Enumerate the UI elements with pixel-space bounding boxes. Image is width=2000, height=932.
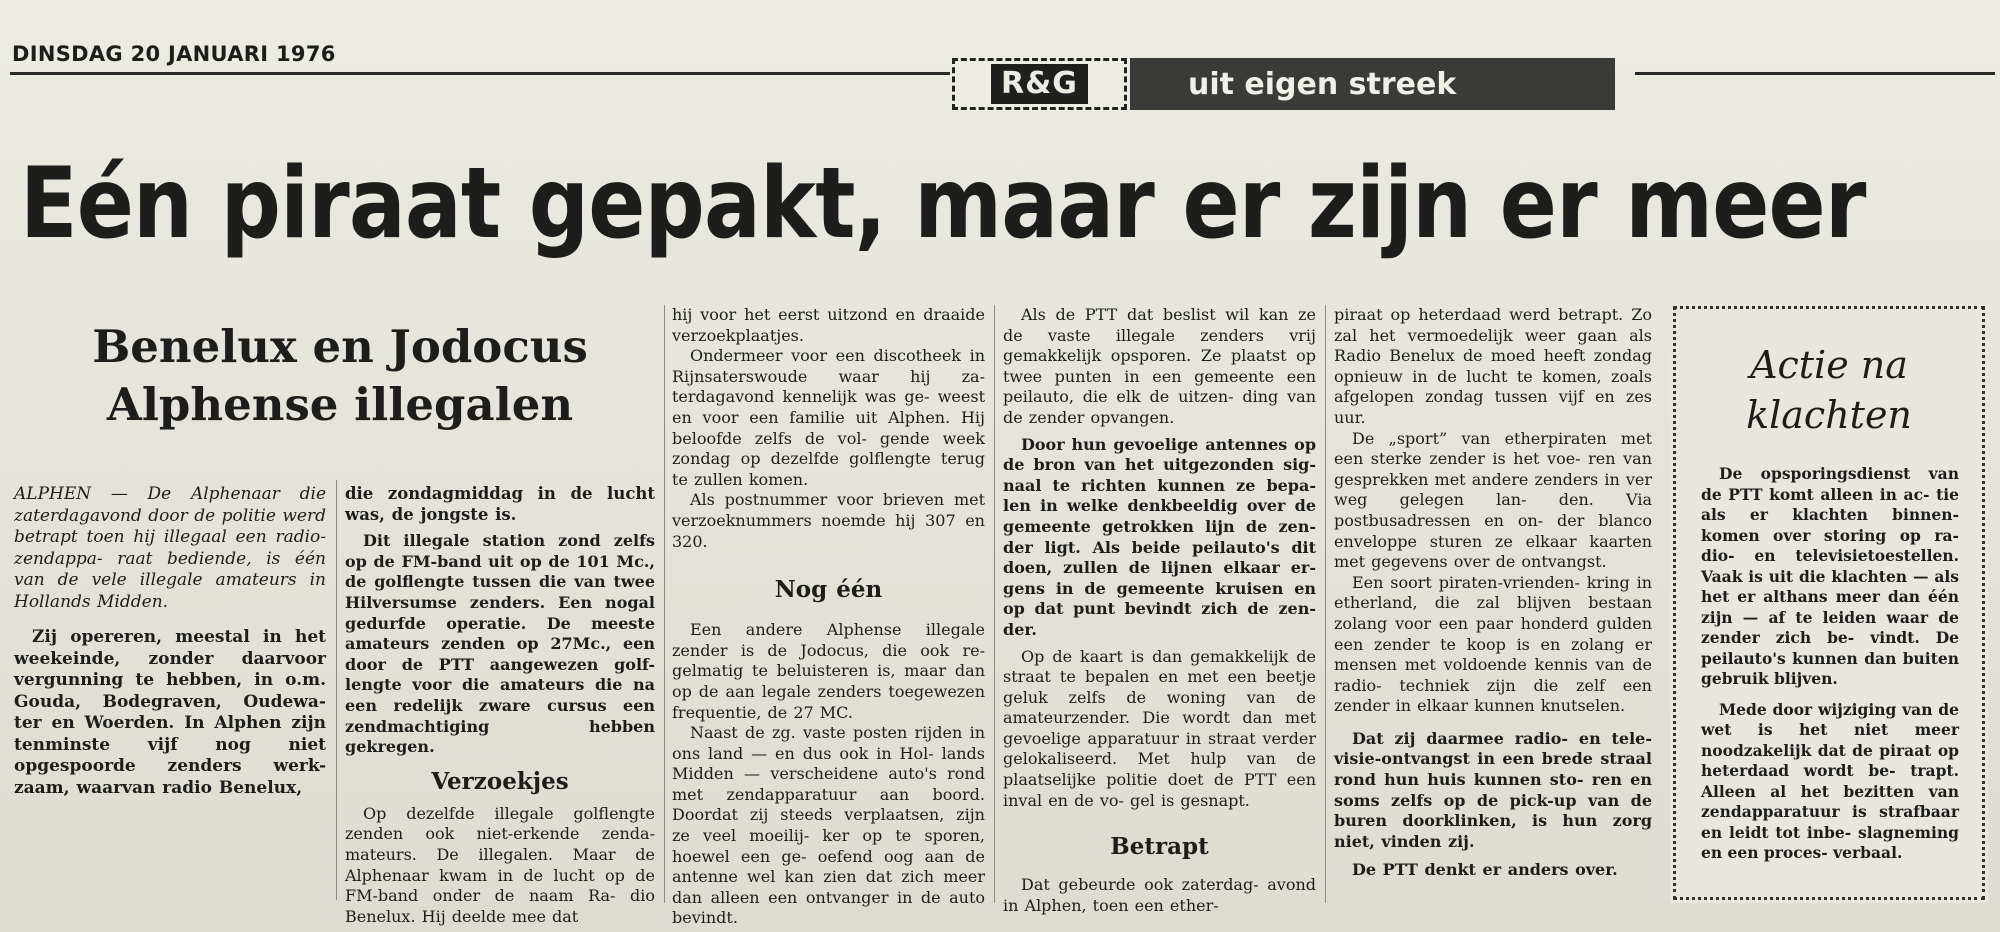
paragraph: Op dezelfde illegale golflengte zenden ook niet-erkende zenda- mateurs. De illegalen. Maar de Alphenaar kwam in de lucht op de FM-band onder de naam Ra- dio Benelux. Hij deelde mee dat — [345, 803, 655, 926]
logo-text: R&G — [991, 64, 1088, 104]
paragraph: Als postnummer voor brieven met verzoeknummers noemde hij 307 en 320. — [672, 490, 986, 551]
section-subhead: Nog één — [774, 576, 883, 604]
lede-paragraph: ALPHEN — De Alphenaar die zaterdagavond door de politie werd betrapt toen hij illegaal een radio-zendappa- raat bediende, is één van de vele illegale amateurs in Hollands Midden. — [14, 484, 327, 612]
paragraph: Op de kaart is dan gemakkelijk de straat te bepalen en met een beetje geluk zelfs de woning van de amateurzender. Die wordt dan met gevoelige apparatuur in straat verder gelokaliseerd. Met hulp van de plaatselijke politie doet de PTT een inval en de vo- gel is gesnapt. — [1003, 646, 1317, 810]
paragraph: Ondermeer voor een discotheek in Rijnsaterswoude waar hij za- terdagavond kennelijk was ge- weest en voor een familie uit Alphen. Hij beloofde zelfs de vol- gende week zondag op dezelfde golflengte terug te zullen komen. — [672, 346, 985, 489]
paragraph: Naast de zg. vaste posten rijden in ons land — en dus ook in Hol- lands Midden — verscheidene auto's rond met zendapparatuur aan boord. Doordat zij steeds verplaatsen, zijn ze veel moeilij- ker op te sporen, hoewel een ge- oefend oog aan de antenne wel kan zien dat zich meer dan alleen een ontvanger in de auto bevindt. — [672, 723, 986, 928]
paragraph: Dat gebeurde ook zaterdag- avond in Alphen, toen een ether- — [1003, 875, 1316, 915]
article-column-2 — [345, 484, 655, 927]
column-divider — [1325, 305, 1326, 903]
paragraph: piraat op heterdaad werd betrapt. Zo zal het vermoedelijk weer gaan als Radio Benelux de moed heeft zondag opnieuw in de lucht te komen, zoals afgelopen zondag tussen vijf en zes uur. — [1334, 305, 1653, 427]
article-column-3 — [672, 305, 985, 929]
paragraph: Dit illegale station zond zelfs op de FM-band uit op de 101 Mc., de golflengte tussen die van twee Hilversumse zenders. Een nogal gedurfde operatie. De meeste amateurs zenden op 27Mc., een door de PTT aangewezen golf- lengte voor die amateurs die na een redelijk zware cursus een zendmachtiging hebben gekregen. — [345, 531, 655, 757]
paragraph: De PTT denkt er anders over. — [1352, 860, 1618, 880]
column-divider — [664, 305, 665, 903]
paragraph: Als de PTT dat beslist wil kan ze de vaste illegale zenders vrij gemakkelijk opsporen. Ze plaatst op twee punten in een gemeente een peilauto, die elk de uitzen- ding van de zender opvangen. — [1003, 305, 1317, 427]
paragraph: Zij opereren, meestal in het weekeinde, zonder daarvoor vergunning te hebben, in o.m. Gouda, Bodegraven, Oudewa- ter en Woerden. In Alphen zijn tenminste vijf nog niet opgespoorde zenders werk- zaam, waarvan radio Benelux, — [14, 627, 327, 798]
paragraph: De opsporingsdienst van de PTT komt alleen in ac- tie als er klachten binnen- komen over storing op ra- dio- en televisietoestellen. Vaak is uit die klachten — als het er althans meer dan één zijn — af te leiden waar de zender zich be- vindt. De peilauto's kunnen dan buiten gebruik blijven. — [1701, 464, 1960, 688]
masthead-rule-right — [1635, 72, 1995, 75]
paragraph: Dat zij daarmee radio- en tele- visie-ontvangst in een brede straal rond hun huis kunnen sto- ren en soms zelfs op de pick-up van de buren doorklinken, is hun zorg niet, vinden zij. — [1334, 728, 1653, 851]
section-subhead: Betrapt — [1110, 833, 1209, 861]
paragraph: Mede door wijziging van de wet is het niet meer noodzakelijk dat de piraat op heterdaad wordt be- trapt. Alleen al het bezitten van zendapparatuur is strafbaar en leidt tot inbe- slagneming en een proces- verbaal. — [1701, 699, 1960, 862]
section-subhead: Verzoekjes — [431, 767, 569, 795]
article-column-5 — [1334, 305, 1652, 881]
subheadline — [30, 318, 650, 434]
section-label: uit eigen streek — [1188, 66, 1457, 102]
sidebar-title: Actie na klachten — [1746, 343, 1912, 437]
newspaper-logo — [952, 58, 1127, 110]
paragraph: die zondagmiddag in de lucht was, de jongste is. — [345, 484, 655, 524]
paragraph: Een andere Alphense illegale zender is de Jodocus, die ook re- gelmatig te beluisteren is, maar dan op de aan legale zenders toegewezen frequentie, de 27 MC. — [672, 620, 985, 722]
sidebar-box — [1670, 303, 1988, 903]
article-column-4 — [1003, 305, 1316, 916]
paragraph: De „sport” van etherpiraten met een sterke zender is het voe- ren van gesprekken met andere zenders in ver weg gelegen lan- den. Via postbusadressen en on- der blanco enveloppe sturen ze elkaar kaarten met gegevens over de ontvangst. — [1334, 428, 1653, 572]
paragraph: hij voor het eerst uitzond en draaide verzoekplaatjes. — [672, 305, 985, 345]
headline: Eén piraat gepakt, maar er zijn er meer — [20, 147, 1866, 261]
paragraph: Door hun gevoelige antennes op de bron van het uitgezonden sig- naal te richten kunnen ze bepa- len in welke denkbeeldig over de gemeente getrokken lijn de zen- der ligt. Als beide peilauto's dit doen, zullen de lijnen elkaar er- gens in de gemeente kruisen en op dat punt bevindt zich de zen- der. — [1003, 434, 1316, 639]
sidebar-body — [1701, 464, 1959, 874]
subheadline-line: Alphense illegalen — [106, 378, 574, 431]
paragraph: Een soort piraten-vrienden- kring in etherland, die zal blijven bestaan zolang voor een paar honderd gulden een zender te koop is en zolang er mensen met voldoende kennis van de radio- techniek zijn die zelf een zender in elkaar kunnen knutselen. — [1334, 572, 1653, 716]
column-divider — [336, 480, 337, 900]
subheadline-line: Benelux en Jodocus — [92, 320, 588, 373]
article-column-1 — [14, 484, 326, 799]
section-banner — [1130, 58, 1615, 110]
masthead-rule-left — [10, 72, 950, 75]
publication-date: DINSDAG 20 JANUARI 1976 — [12, 42, 336, 66]
column-divider — [994, 305, 995, 903]
